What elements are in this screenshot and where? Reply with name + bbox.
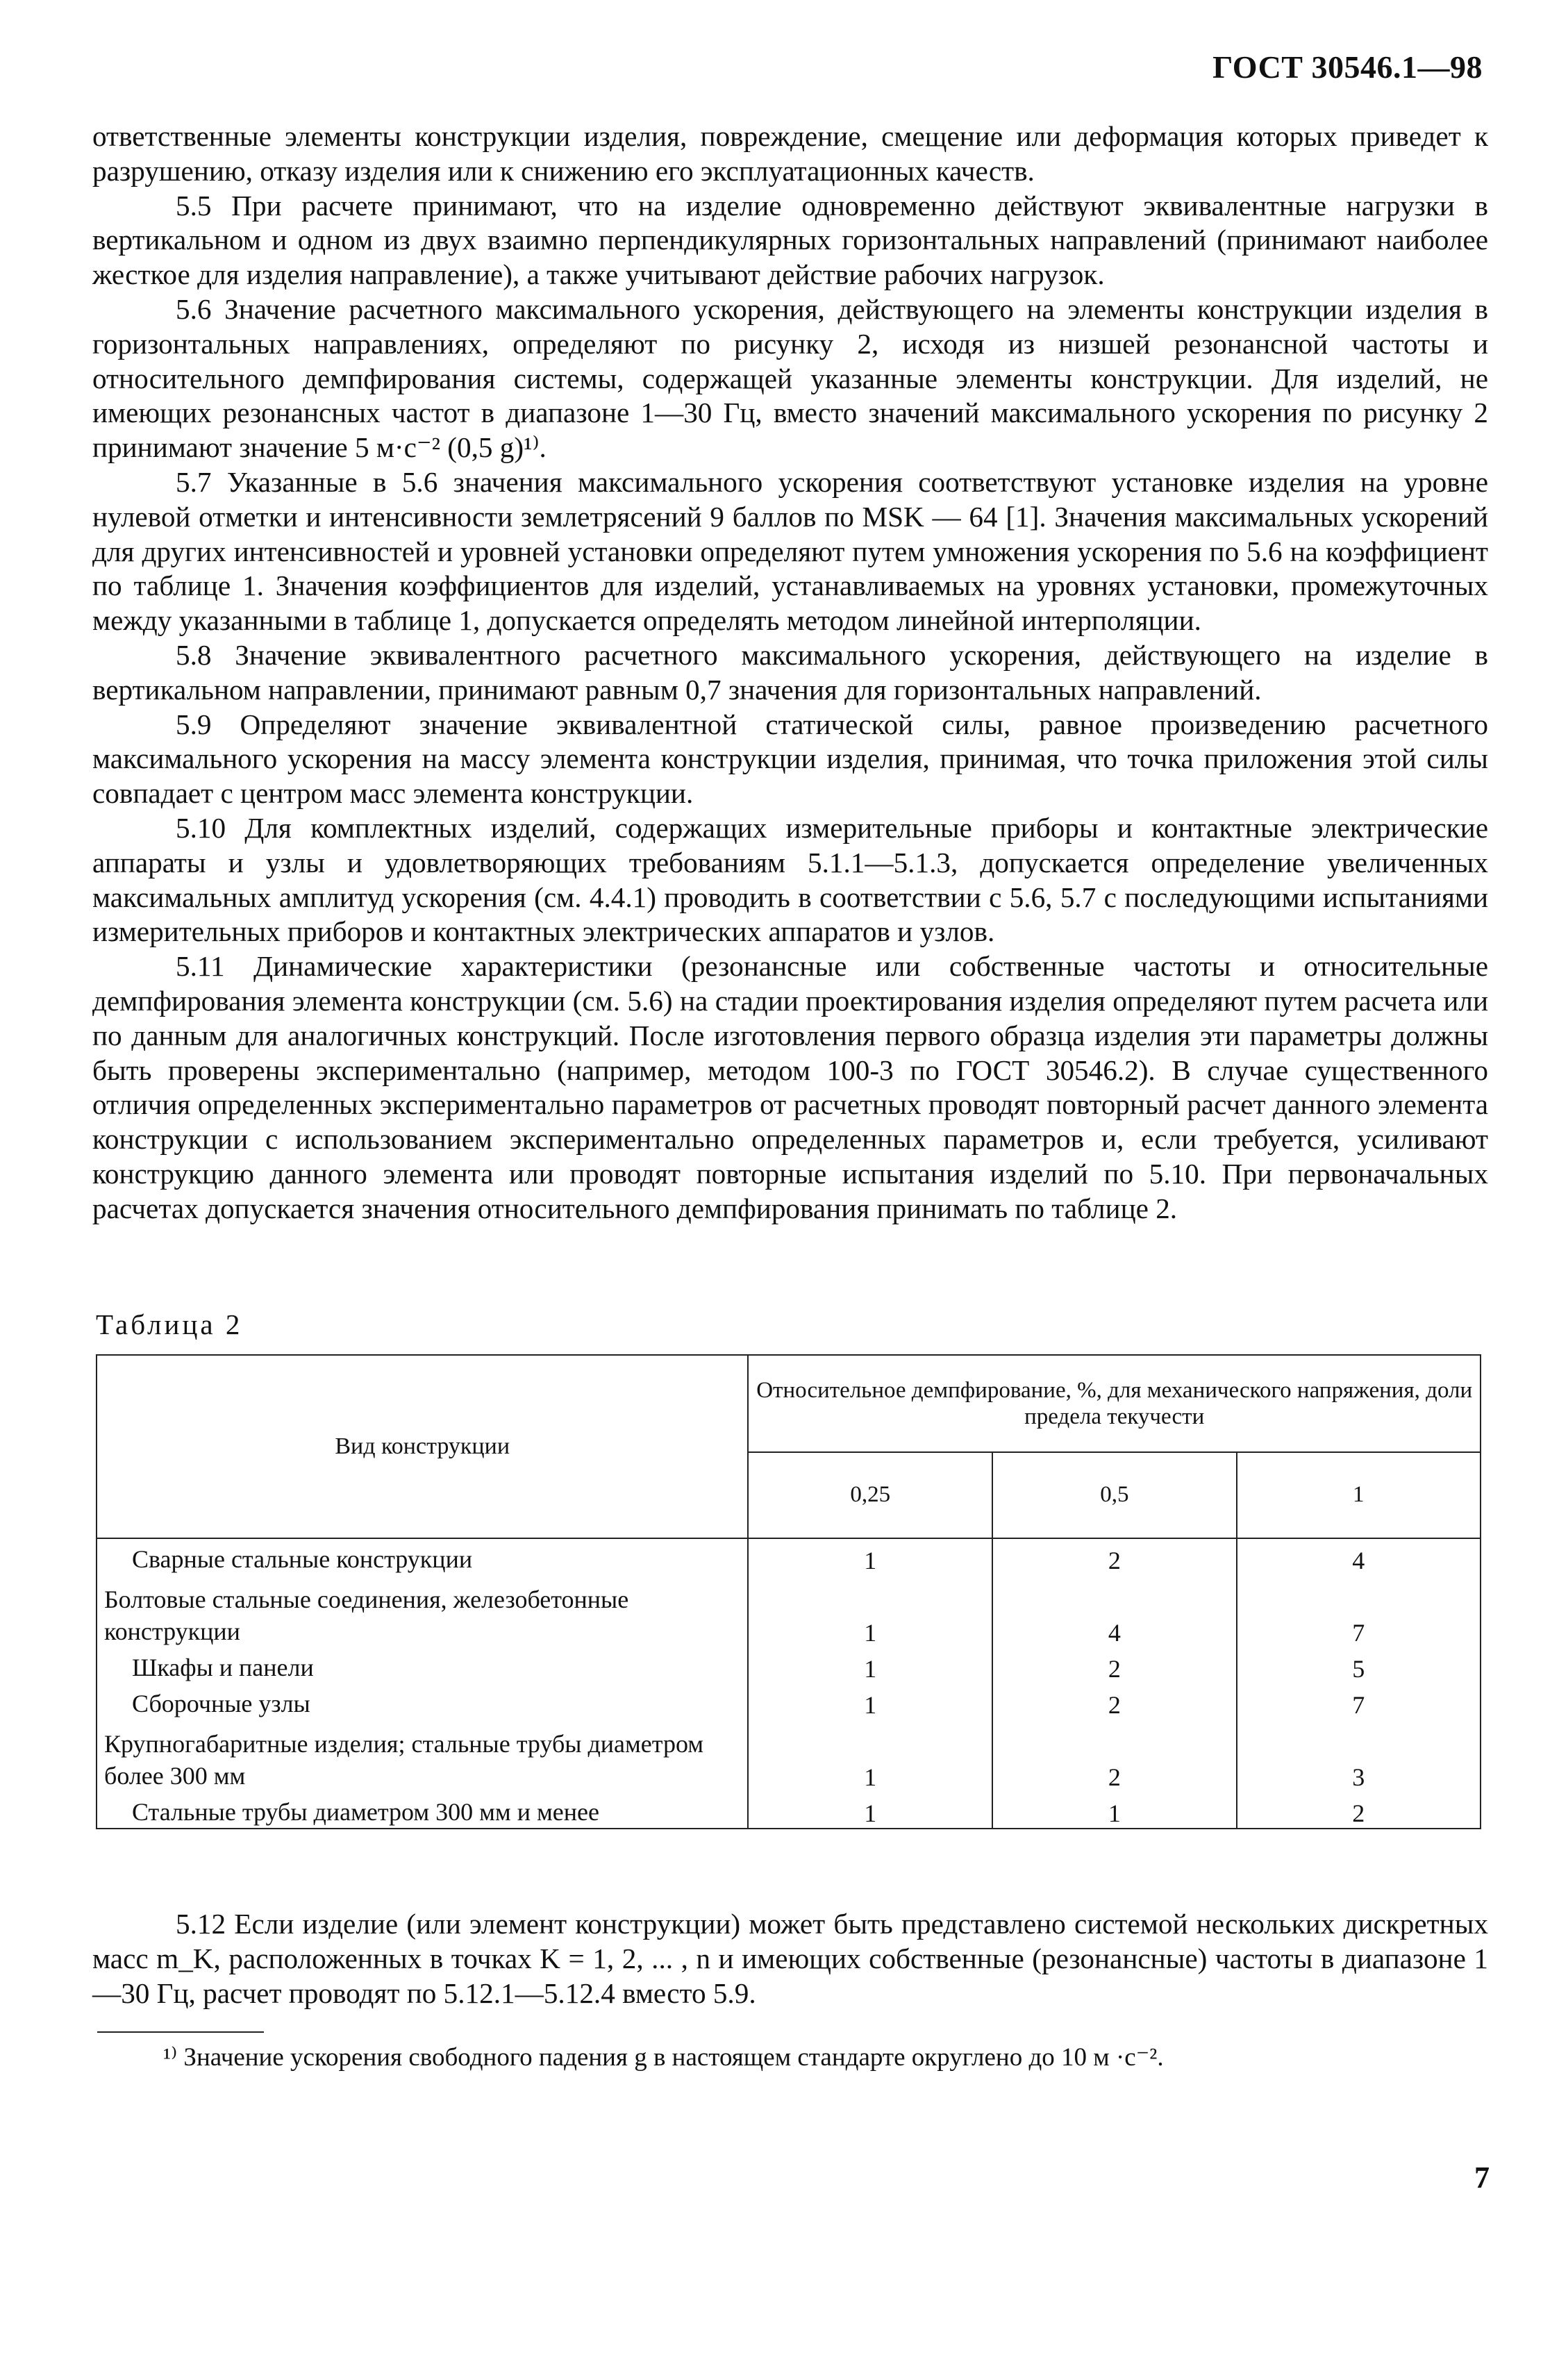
table-cell: 7 bbox=[1237, 1683, 1481, 1720]
table-cell: 2 bbox=[992, 1683, 1237, 1720]
paragraph-5-5: 5.5 При расчете принимают, что на изделие одновременно действуют эквивалентные нагрузки в вертикальном и одном из двух взаимно перпендикулярных горизонтальных направлений (принимают наиболее жесткое для изделия направление), а также учитывают действие рабочих нагрузок. bbox=[92, 189, 1488, 291]
table-row bbox=[97, 1538, 1481, 1575]
table-cell: 1 bbox=[992, 1792, 1237, 1829]
subcolumn-header: 0,25 bbox=[748, 1452, 992, 1538]
table-cell: 1 bbox=[748, 1720, 992, 1792]
body-text bbox=[92, 119, 1488, 1226]
table-cell: 2 bbox=[992, 1720, 1237, 1792]
table-caption: Таблица 2 bbox=[96, 1308, 243, 1340]
row-label: Крупногабаритные изделия; стальные трубы диаметром более 300 мм bbox=[97, 1720, 748, 1792]
paragraph-5-11: 5.11 Динамические характеристики (резонансные или собственные частоты и относительные демпфирования элемента конструкции (см. 5.6) на стадии проектирования изделия определяют путем расчета или по данным для аналогичных конструкций. После изготовления первого образца изделия эти параметры должны быть проверены экспериментально (например, методом 100-3 по ГОСТ 30546.2). В случае существенного отличия определенных экспериментально параметров от расчетных проводят повторный расчет данного элемента конструкции с использованием экспериментально определенных параметров и, если требуется, усиливают конструкцию данного элемента или проводят повторные испытания изделий по 5.10. При первоначальных расчетах допускается значения относительного демпфирования принимать по таблице 2. bbox=[92, 950, 1488, 1224]
table-cell: 2 bbox=[1237, 1792, 1481, 1829]
subcolumn-header: 1 bbox=[1237, 1452, 1481, 1538]
row-label: Сборочные узлы bbox=[97, 1683, 748, 1720]
table-row bbox=[97, 1792, 1481, 1829]
paragraph-continuation: ответственные элементы конструкции изделия, повреждение, смещение или деформация которых приведет к разрушению, отказу изделия или к снижению его эксплуатационных качеств. bbox=[92, 120, 1488, 187]
table-row bbox=[97, 1575, 1481, 1647]
column-group-header-damping: Относительное демпфирование, %, для механического напряжения, доли предела текучести bbox=[748, 1355, 1481, 1452]
table-cell: 4 bbox=[992, 1575, 1237, 1647]
paragraph-5-12: 5.12 Если изделие (или элемент конструкции) может быть представлено системой нескольких дискретных масс m_K, расположенных в точках K = 1, 2, ... , n и имеющих собственные (резонансные) частоты в диапазоне 1—30 Гц, расчет проводят по 5.12.1—5.12.4 вместо 5.9. bbox=[92, 1908, 1488, 2009]
page-number: 7 bbox=[1474, 2161, 1490, 2195]
table-cell: 3 bbox=[1237, 1720, 1481, 1792]
table-cell: 5 bbox=[1237, 1647, 1481, 1683]
paragraph-5-9: 5.9 Определяют значение эквивалентной статической силы, равное произведению расчетного максимального ускорения на массу элемента конструкции изделия, принимая, что точка приложения этой силы совпадает с центром масс элемента конструкции. bbox=[92, 708, 1488, 810]
table-cell: 1 bbox=[748, 1792, 992, 1829]
paragraph-5-8: 5.8 Значение эквивалентного расчетного максимального ускорения, действующего на изделие в вертикальном направлении, принимают равным 0,7 значения для горизонтальных направлений. bbox=[92, 638, 1488, 706]
row-label: Болтовые стальные соединения, железобетонные конструкции bbox=[97, 1575, 748, 1647]
paragraph-5-6: 5.6 Значение расчетного максимального ускорения, действующего на элементы конструкции изделия в горизонтальных направлениях, определяют по рисунку 2, исходя из низшей резонансной частоты и относительного демпфирования системы, содержащей указанные элементы конструкции. Для изделий, не имеющих резонансных частот в диапазоне 1—30 Гц, вместо значений максимального ускорения по рисунку 2 принимают значение 5 м·с⁻² (0,5 g)¹⁾. bbox=[92, 292, 1488, 464]
row-label: Стальные трубы диаметром 300 мм и менее bbox=[97, 1792, 748, 1829]
footnote: ¹⁾ Значение ускорения свободного падения g в настоящем стандарте округлено до 10 м ·с⁻². bbox=[163, 2043, 1164, 2072]
footnote-divider bbox=[97, 2031, 264, 2033]
subcolumn-header: 0,5 bbox=[992, 1452, 1237, 1538]
table-cell: 1 bbox=[748, 1683, 992, 1720]
table-cell: 1 bbox=[748, 1538, 992, 1575]
row-label: Шкафы и панели bbox=[97, 1647, 748, 1683]
table-row bbox=[97, 1683, 1481, 1720]
table-row bbox=[97, 1647, 1481, 1683]
table-cell: 7 bbox=[1237, 1575, 1481, 1647]
table-row bbox=[97, 1720, 1481, 1792]
paragraph-5-7: 5.7 Указанные в 5.6 значения максимального ускорения соответствуют установке изделия на уровне нулевой отметки и интенсивности землетрясений 9 баллов по MSK — 64 [1]. Значения максимальных ускорений для других интенсивностей и уровней установки определяют путем умножения ускорения по 5.6 на коэффициент по таблице 1. Значения коэффициентов для изделий, устанавливаемых на уровнях установки, промежуточных между указанными в таблице 1, допускается определять методом линейной интерполяции. bbox=[92, 465, 1488, 637]
table-cell: 4 bbox=[1237, 1538, 1481, 1575]
damping-table bbox=[96, 1354, 1481, 1829]
table-cell: 1 bbox=[748, 1575, 992, 1647]
table-cell: 2 bbox=[992, 1647, 1237, 1683]
column-header-construction-type: Вид конструкции bbox=[97, 1355, 748, 1538]
row-label: Сварные стальные конструкции bbox=[97, 1538, 748, 1575]
paragraph-5-10: 5.10 Для комплектных изделий, содержащих измерительные приборы и контактные электрические аппараты и узлы и удовлетворяющих требованиям 5.1.1—5.1.3, допускается определение увеличенных максимальных амплитуд ускорения (см. 4.4.1) проводить в соответствии с 5.6, 5.7 с последующими испытаниями измерительных приборов и контактных электрических аппаратов и узлов. bbox=[92, 811, 1488, 948]
table-cell: 2 bbox=[992, 1538, 1237, 1575]
document-id-header: ГОСТ 30546.1—98 bbox=[1212, 49, 1483, 85]
table-cell: 1 bbox=[748, 1647, 992, 1683]
